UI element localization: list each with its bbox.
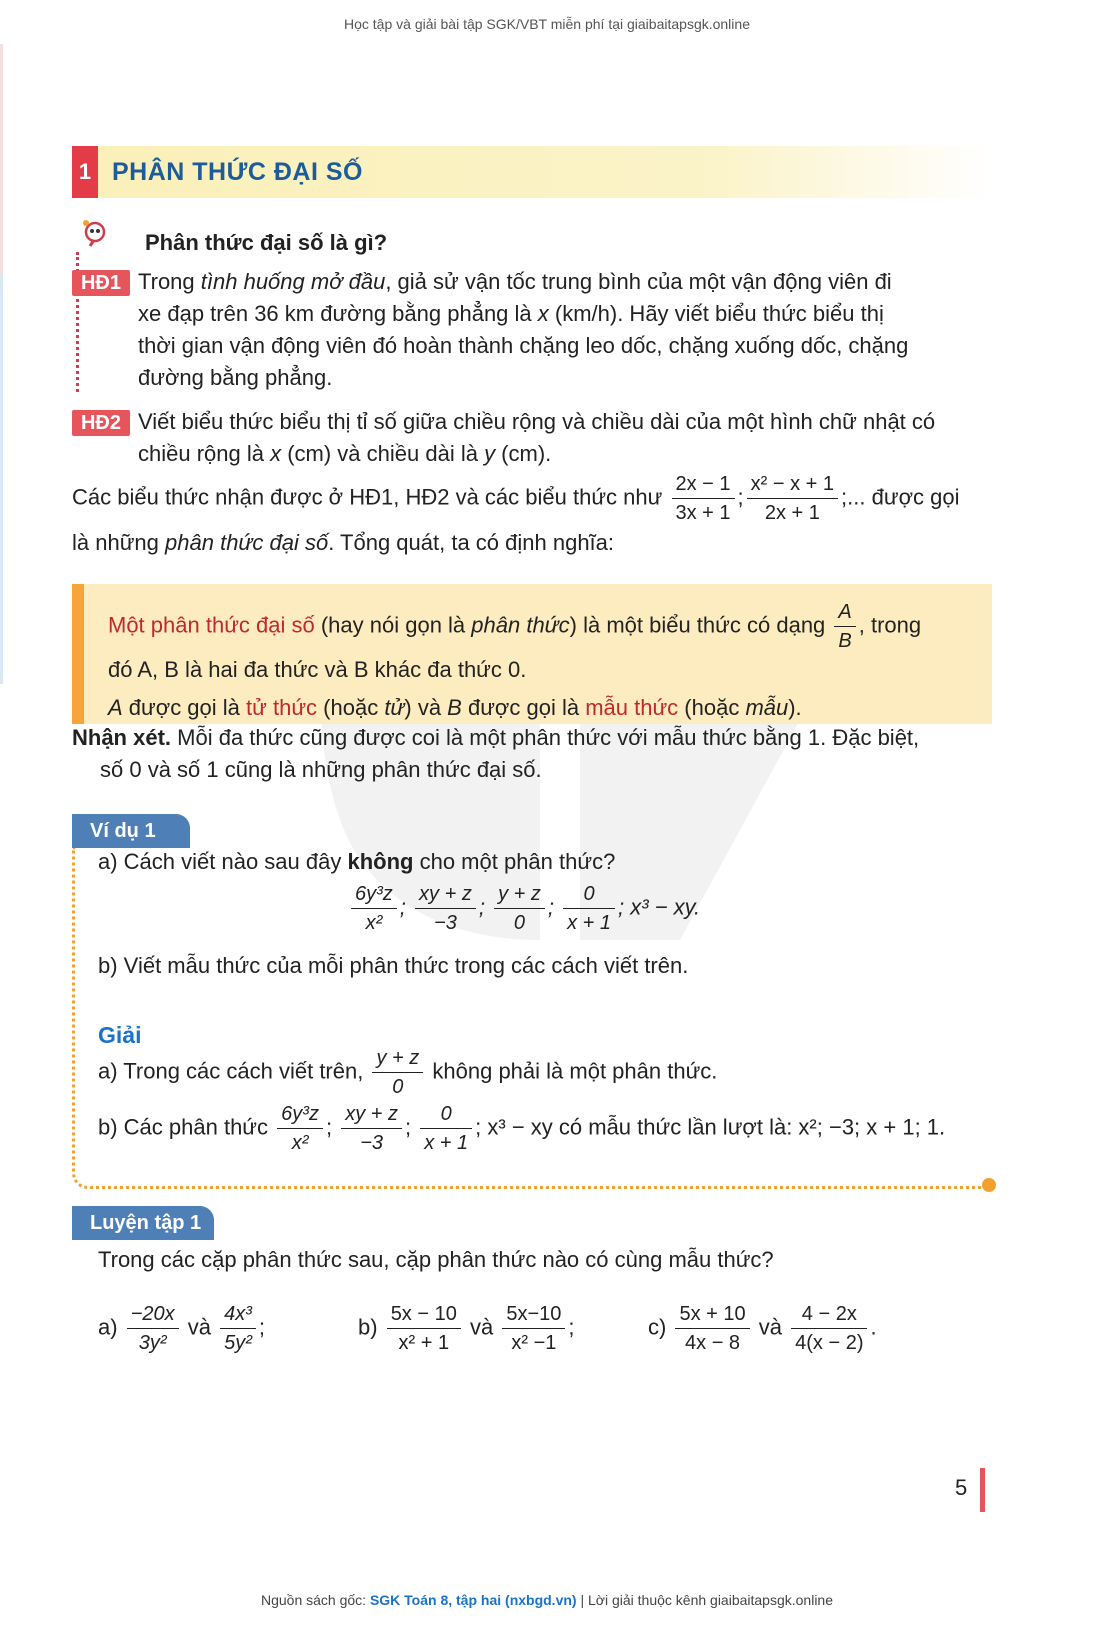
solution-a: a) Trong các cách viết trên, $\frac{y + z}{0}$ không phải là một phân thức. (98, 1044, 717, 1101)
header-note: Học tập và giải bài tập SGK/VBT miễn phí tại giaibaitapsgk.online (344, 16, 750, 32)
source-link[interactable]: SGK Toán 8, tập hai (nxbgd.vn) (369, 1592, 577, 1608)
solution-label: Giải (98, 1022, 142, 1048)
fraction: $\frac{\text{x² − x + 1}}{2x + 1}$ (747, 470, 838, 527)
example-1-fractions: $\frac{\text{6y³z}}{\text{x²}}$ ; $\frac{xy + z}{-3}$ ; $\frac{y + z}{0}$ ; $\frac{0}{x + 1}$ ; x³ − xy. (348, 880, 700, 937)
practice-1-question: Trong các cặp phân thức sau, cặp phân thức nào có cùng mẫu thức? (98, 1247, 774, 1272)
fraction: $\frac{y + z}{0}$ (372, 1044, 423, 1101)
guiding-question: Phân thức đại số là gì? (145, 230, 388, 255)
practice-item-b: b) $\frac{5x - 10}{\text{x² + 1}}$ và $\frac{5x-10}{\text{x² −1}}$ ; (358, 1300, 575, 1357)
page-number-bar (980, 1468, 985, 1512)
hd1-line-2: xe đạp trên 36 km đường bằng phẳng là x (km/h). Hãy viết biểu thức biểu thị (138, 301, 884, 326)
fraction: $\frac{5x + 10}{4x - 8}$ (675, 1300, 749, 1357)
definition-line-2: đó A, B là hai đa thức và B khác đa thức 0. (108, 657, 527, 682)
fraction: $\frac{\text{6y³z}}{\text{x²}}$ (351, 880, 397, 937)
page-number: 5 (955, 1475, 968, 1500)
fraction: $\frac{0}{x + 1}$ (563, 880, 615, 937)
practice-item-c: c) $\frac{5x + 10}{4x - 8}$ và $\frac{4 - 2x}{4(x - 2)}$ . (648, 1300, 877, 1357)
fraction: $\frac{0}{x + 1}$ (420, 1100, 472, 1157)
definition-line-3: A được gọi là tử thức (hoặc tử) và B được gọi là mẫu thức (hoặc mẫu). (108, 695, 802, 720)
example-1-tag: Ví dụ 1 (72, 814, 190, 848)
hd1-tag: HĐ1 (72, 270, 130, 296)
hd2-line-1: Viết biểu thức biểu thị tỉ số giữa chiều rộng và chiều dài của một hình chữ nhật có (138, 409, 936, 434)
hd1-text (138, 266, 998, 394)
fraction: $\frac{y + z}{0}$ (494, 880, 545, 937)
practice-item-a: a) $\frac{-20x}{\text{3y²}}$ và $\frac{\text{4x³}}{\text{5y²}}$ ; (98, 1300, 265, 1357)
magnifier-icon (78, 218, 112, 252)
section-title: PHÂN THỨC ĐẠI SỐ (112, 158, 363, 186)
hd2-text (138, 406, 998, 470)
fraction: $\frac{5x - 10}{\text{x² + 1}}$ (387, 1300, 461, 1357)
hd1-line-3: thời gian vận động viên đó hoàn thành chặng leo dốc, chặng xuống dốc, chặng (138, 333, 909, 358)
frame-end-dot (982, 1178, 996, 1192)
hd1-line-4: đường bằng phẳng. (138, 365, 333, 390)
example-1-question-b: b) Viết mẫu thức của mỗi phân thức trong các cách viết trên. (98, 953, 689, 978)
definition-accent-bar (72, 584, 84, 724)
fraction: $\frac{4 - 2x}{4(x - 2)}$ (791, 1300, 867, 1357)
edge-decoration (0, 44, 3, 274)
solution-b: b) Các phân thức $\frac{\text{6y³z}}{\text{x²}}$ ; $\frac{xy + z}{-3}$ ; $\frac{0}{x + 1}$ ; x³ − xy có mẫu thức lần lượt là: x²; −3; x + 1; 1. (98, 1100, 945, 1157)
remark: Nhận xét. Mỗi đa thức cũng được coi là một phân thức với mẫu thức bằng 1. Đặc biệt, số 0 và số 1 cũng là những phân thức đại số. (72, 725, 920, 782)
fraction: $\frac{xy + z}{-3}$ (415, 880, 476, 937)
fraction: $\frac{2x - 1}{3x + 1}$ (672, 470, 735, 527)
footer-note: Nguồn sách gốc: SGK Toán 8, tập hai (nxbgd.vn) | Lời giải thuộc kênh giaibaitapsgk.online (260, 1592, 834, 1608)
section-number: 1 (72, 146, 98, 198)
hd2-line-2: chiều rộng là x (cm) và chiều dài là y (cm). (138, 441, 552, 466)
fraction: $\frac{A}{B}$ (834, 598, 855, 655)
practice-1-tag: Luyện tập 1 (72, 1206, 214, 1240)
hd1-line-1: Trong tình huống mở đầu, giả sử vận tốc trung bình của một vận động viên đi (138, 269, 892, 294)
fraction: $\frac{5x-10}{\text{x² −1}}$ (502, 1300, 565, 1357)
fraction: $\frac{\text{6y³z}}{\text{x²}}$ (277, 1100, 323, 1157)
definition-text: Một phân thức đại số (hay nói gọn là phân thức) là một biểu thức có dạng $\frac{A}{B}$ , trong đó A, B là hai đa thức và B khác đa thức 0. A được gọi là tử thức (hoặc tử) và B được gọi là mẫu thức (hoặc mẫu). (108, 598, 978, 723)
hd2-tag: HĐ2 (72, 410, 130, 436)
example-1-question-a: a) Cách viết nào sau đây không cho một phân thức? (98, 849, 616, 874)
fraction: $\frac{-20x}{\text{3y²}}$ (127, 1300, 179, 1357)
fraction: $\frac{\text{4x³}}{\text{5y²}}$ (220, 1300, 256, 1357)
intro-paragraph: Các biểu thức nhận được ở HĐ1, HĐ2 và các biểu thức như $\frac{2x - 1}{3x + 1}$ ; $\frac{\text{x² − x + 1}}{2x + 1}$ ;... được gọi là những phân thức đại số. Tổng quát, ta có định nghĩa: (72, 470, 1002, 559)
edge-decoration (0, 274, 3, 684)
fraction: $\frac{xy + z}{-3}$ (341, 1100, 402, 1157)
